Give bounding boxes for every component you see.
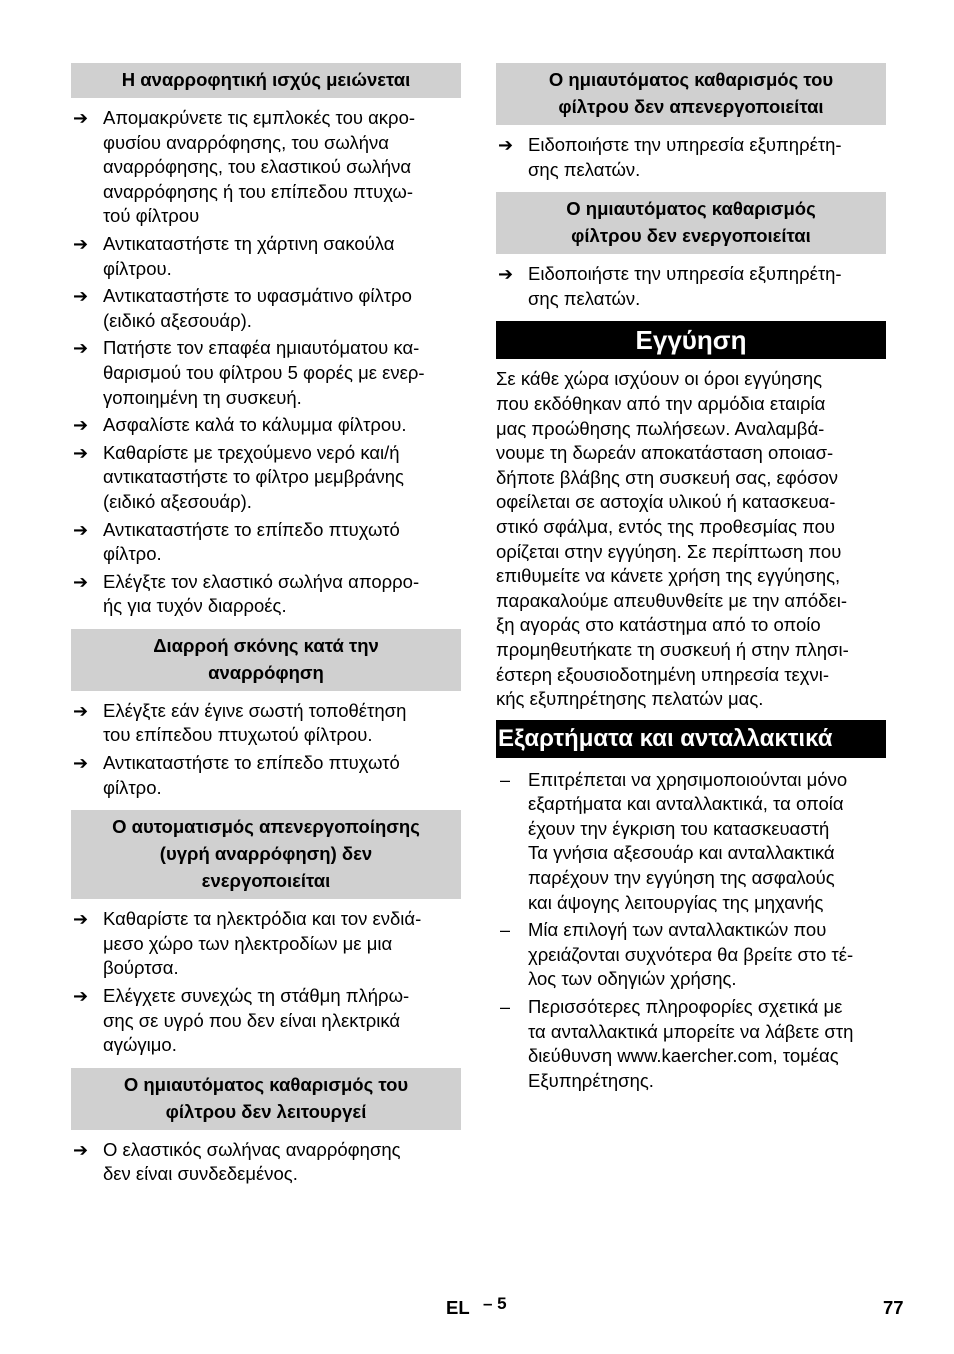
section-heading-dust-leak: Διαρροή σκόνης κατά την αναρρόφηση [71, 629, 461, 691]
steps-suction-power [71, 106, 461, 619]
dash-icon: – [500, 920, 511, 941]
list-item: ➔ Αντικαταστήστε τη χάρτινη σακούλα φίλτρου. [73, 232, 395, 279]
dash-icon: – [500, 769, 511, 790]
list-item: ➔ Αντικαταστήστε το υφασμάτινο φίλτρο (ειδικό αξεσουάρ). [73, 285, 412, 331]
warranty-text: Σε κάθε χώρα ισχύουν οι όροι εγγύησης που εκδόθηκαν από την αρμόδια εταιρία μας προώθησης πωλήσεων. Αναλαμβά- νουμε τη δωρεάν αποκατάσταση οποιασ- δήποτε βλάβης στη συσκευή σας, εφόσον οφείλεται σε αστοχία υλικού ή κατασκευα- στικό σφάλμα, εντός της προθεσμίας που ορίζεται στην εγγύηση. Σε περίπτωση που επιθυμείτε να κάνετε χρήση της εγγύησης, παρακαλούμε απευθυνθείτε με την απόδει- ξη αγοράς στο κατάστημα από το οποίο προμηθευτήκατε τη συσκευή ή στην πλησι- έστερη εξουσιοδοτημένη υπηρεσία τεχνι- κής εξυπηρέτησης πελατών μας. [496, 368, 849, 710]
footer-page-number: 77 [883, 1297, 904, 1318]
arrow-icon: ➔ [73, 1139, 89, 1160]
arrow-icon: ➔ [73, 700, 89, 721]
section-heading-cleaning-not-activated: Ο ημιαυτόματος καθαρισμός φίλτρου δεν ενεργοποιείται [496, 192, 886, 254]
arrow-icon: ➔ [73, 442, 89, 463]
arrow-icon: ➔ [73, 986, 89, 1007]
list-item: ➔ Αντικαταστήστε το επίπεδο πτυχωτό φίλτρο. [73, 518, 400, 565]
right-column [496, 63, 886, 1096]
list-item: ➔ Ελέγχετε συνεχώς τη στάθμη πλήρω- σης σε υγρό που δεν είναι ηλεκτρικά αγώγιμο. [73, 985, 410, 1056]
section-heading-cleaning-not-deactivated: Ο ημιαυτόματος καθαρισμός του φίλτρου δεν απενεργοποιείται [496, 63, 886, 125]
steps-dust-leak [71, 699, 461, 800]
list-item: – Περισσότερες πληροφορίες σχετικά με τα ανταλλακτικά μπορείτε να λάβετε στη διεύθυνση www.kaercher.com, τομέας Εξυπηρέτησης. [500, 996, 854, 1091]
list-item: ➔ Αντικαταστήστε το επίπεδο πτυχωτό φίλτρο. [73, 752, 400, 798]
list-item: ➔ Καθαρίστε τα ηλεκτρόδια και τον ενδιά- μεσο χώρο των ηλεκτροδίων με μια βούρτσα. [73, 908, 422, 979]
arrow-icon: ➔ [73, 415, 89, 436]
arrow-icon: ➔ [73, 233, 89, 254]
list-item: ➔ Καθαρίστε με τρεχούμενο νερό και/ή αντικαταστήστε το φίλτρο μεμβράνης (ειδικό αξεσουάρ). [73, 441, 404, 512]
list-item: ➔ Ειδοποιήστε την υπηρεσία εξυπηρέτη- σης πελατών. [498, 134, 842, 180]
parts-heading: Εξαρτήματα και ανταλλακτικά [496, 720, 886, 758]
arrow-icon: ➔ [73, 519, 89, 540]
dash-icon: – [500, 997, 511, 1018]
footer-language: EL [446, 1297, 470, 1318]
footer-local-page: – 5 [483, 1294, 507, 1313]
arrow-icon: ➔ [498, 264, 514, 285]
list-item: ➔ Ο ελαστικός σωλήνας αναρρόφησης δεν είναι συνδεδεμένος. [73, 1138, 401, 1185]
list-item: ➔ Ελέγξτε εάν έγινε σωστή τοποθέτηση του επίπεδου πτυχωτού φίλτρου. [73, 699, 407, 746]
steps-cleaning-not-activated [496, 262, 886, 311]
section-heading-suction-power: Η αναρροφητική ισχύς μειώνεται [71, 63, 461, 98]
steps-filter-cleaning-not-working [71, 1138, 461, 1187]
list-item: – Επιτρέπεται να χρησιμοποιούνται μόνο εξαρτήματα και ανταλλακτικά, τα οποία έχουν την έγκριση του κατασκευαστή Τα γνήσια αξεσουάρ και ανταλλακτικά παρέχουν την εγγύηση της ασφαλούς και άψογης λειτουργίας της μηχανής [500, 768, 848, 913]
warranty-heading: Εγγύηση [496, 321, 886, 359]
arrow-icon: ➔ [73, 338, 89, 359]
arrow-icon: ➔ [73, 909, 89, 930]
arrow-icon: ➔ [73, 286, 89, 307]
arrow-icon: ➔ [73, 753, 89, 774]
list-item: – Μία επιλογή των ανταλλακτικών που χρειάζονται συχνότερα θα βρείτε στο τέ- λος των οδηγιών χρήσης. [500, 919, 854, 990]
list-item: ➔ Πατήστε τον επαφέα ημιαυτόματου κα- θαρισμού του φίλτρου 5 φορές με ενερ- γοποιημένη τη συσκευή. [73, 337, 425, 408]
arrow-icon: ➔ [73, 108, 89, 128]
section-heading-auto-shutoff: Ο αυτοματισμός απενεργοποίησης (υγρή αναρρόφηση) δεν ενεργοποιείται [71, 810, 461, 899]
list-item: ➔ Απομακρύνετε τις εμπλοκές του ακρο- φυσίου αναρρόφησης, του σωλήνα αναρρόφησης, του ελαστικού σωλήνα αναρρόφησης ή του επίπεδου πτυχω- τού φίλτρου [73, 107, 416, 227]
arrow-icon: ➔ [498, 135, 514, 155]
list-item: ➔ Ασφαλίστε καλά το κάλυμμα φίλτρου. [71, 413, 461, 438]
steps-cleaning-not-deactivated [496, 133, 886, 182]
left-column [71, 63, 461, 1197]
section-heading-filter-cleaning-not-working: Ο ημιαυτόματος καθαρισμός του φίλτρου δεν λειτουργεί [71, 1068, 461, 1130]
list-item: ➔ Ειδοποιήστε την υπηρεσία εξυπηρέτη- σης πελατών. [498, 263, 842, 309]
parts-list [496, 768, 886, 1094]
steps-auto-shutoff [71, 907, 461, 1058]
list-item: ➔ Ελέγξτε τον ελαστικό σωλήνα απορρο- ής για τυχόν διαρροές. [73, 570, 420, 617]
arrow-icon: ➔ [73, 571, 89, 592]
